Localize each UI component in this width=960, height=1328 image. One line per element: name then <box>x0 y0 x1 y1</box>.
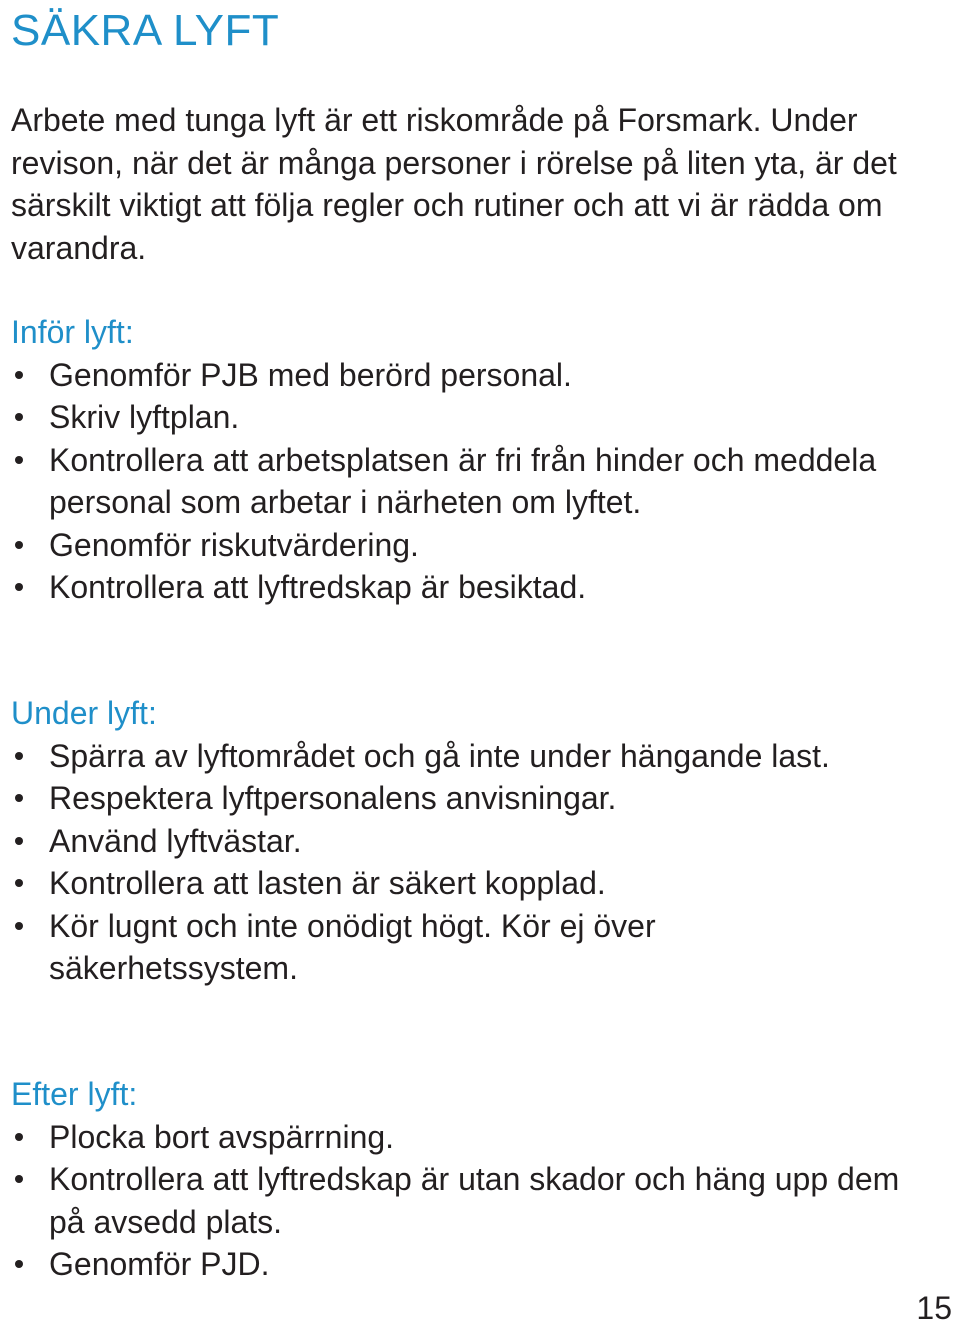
list-item-text: Kontrollera att lyftredskap är utan skador och häng upp dem på avsedd plats. <box>49 1161 900 1240</box>
section-heading: Efter lyft: <box>11 1076 138 1112</box>
list-item <box>11 439 911 524</box>
bullet-icon <box>15 794 23 802</box>
section-heading: Under lyft: <box>11 695 157 731</box>
bullet-icon <box>15 837 23 845</box>
list-item <box>11 1158 911 1243</box>
bullet-list <box>11 354 911 609</box>
page-title: SÄKRA LYFT <box>11 6 280 55</box>
list-item-text: Kör lugnt och inte onödigt högt. Kör ej över säkerhetssystem. <box>49 907 656 986</box>
bullet-icon <box>15 456 23 464</box>
list-item-text: Kontrollera att arbetsplatsen är fri från hinder och meddela personal som arbetar i närheten om lyftet. <box>49 441 877 520</box>
list-item <box>11 396 911 439</box>
list-item-text: Kontrollera att lyftredskap är besiktad. <box>49 569 587 605</box>
bullet-list <box>11 735 911 990</box>
list-item <box>11 905 911 990</box>
list-item-text: Genomför PJB med berörd personal. <box>49 356 572 393</box>
bullet-icon <box>15 879 23 887</box>
list-item <box>11 735 911 778</box>
list-item <box>11 1243 911 1286</box>
section-efter-lyft <box>11 1073 911 1286</box>
list-item-text: Använd lyftvästar. <box>49 822 302 859</box>
list-item-text: Genomför riskutvärdering. <box>49 526 419 563</box>
bullet-icon <box>15 1260 23 1268</box>
section-under-lyft <box>11 692 911 990</box>
list-item-text: Kontrollera att lasten är säkert kopplad. <box>49 865 606 901</box>
list-item <box>11 862 911 905</box>
bullet-icon <box>15 541 23 549</box>
section-heading: Inför lyft: <box>11 314 134 350</box>
bullet-icon <box>15 413 23 421</box>
list-item <box>11 566 911 609</box>
bullet-icon <box>15 1175 23 1183</box>
list-item-text: Genomför PJD. <box>49 1246 270 1282</box>
bullet-icon <box>15 752 23 760</box>
list-item-text: Respektera lyftpersonalens anvisningar. <box>49 780 617 816</box>
bullet-icon <box>15 1133 23 1141</box>
list-item-text: Spärra av lyftområdet och gå inte under hängande last. <box>49 737 830 774</box>
intro-paragraph: Arbete med tunga lyft är ett riskområde på Forsmark. Under revison, när det är många personer i rörelse på liten yta, är det särskilt viktigt att följa regler och rutiner och att vi är rädda om varandra. <box>11 102 897 266</box>
list-item-text: Skriv lyftplan. <box>49 399 240 435</box>
section-infor-lyft <box>11 311 911 609</box>
bullet-icon <box>15 371 23 379</box>
list-item <box>11 820 911 863</box>
bullet-list <box>11 1116 911 1286</box>
list-item <box>11 524 911 567</box>
page-number: 15 <box>916 1290 952 1326</box>
list-item <box>11 1116 911 1159</box>
list-item <box>11 354 911 397</box>
bullet-icon <box>15 583 23 591</box>
bullet-icon <box>15 922 23 930</box>
list-item <box>11 777 911 820</box>
list-item-text: Plocka bort avspärrning. <box>49 1118 395 1155</box>
